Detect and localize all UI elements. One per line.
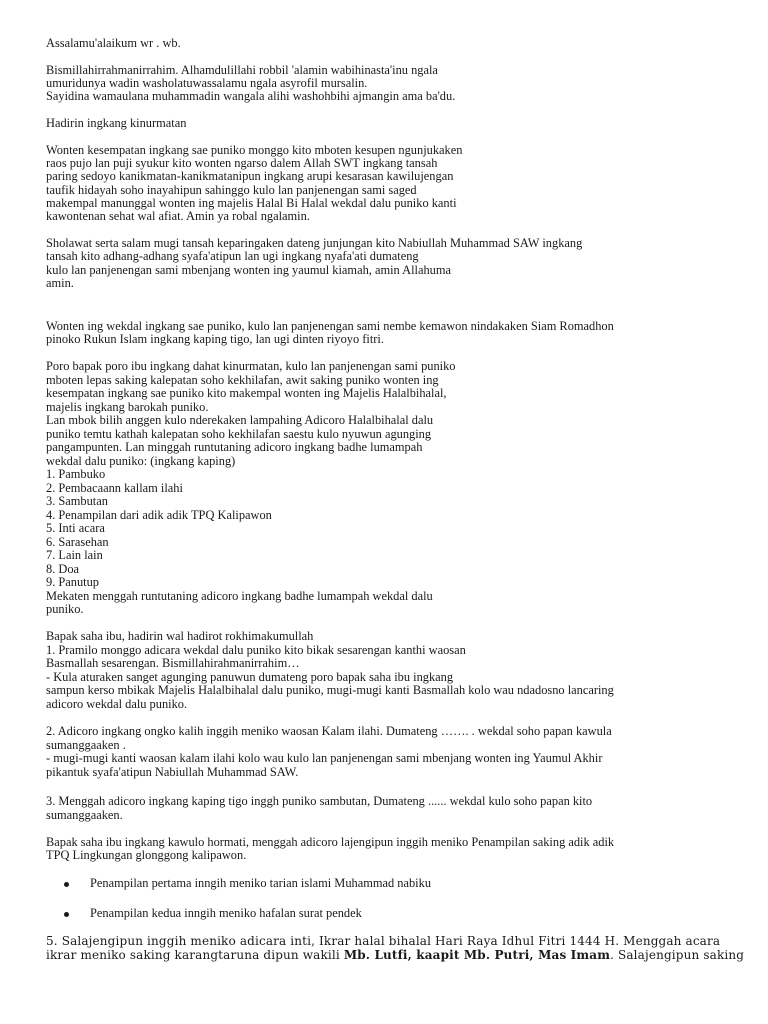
opening-section-line: 1. Pramilo monggo adicara wekdal dalu puniko kito bikak sesarengan kanthi waosan	[46, 643, 466, 657]
ramadhan-line: pinoko Rukun Islam ingkang kaping tigo, lan ugi dinten riyoyo fitri.	[46, 332, 384, 346]
sambutan-section-line: sumanggaaken.	[46, 808, 123, 822]
sambutan-section-line: 3. Menggah adicoro ingkang kaping tigo inggh puniko sambutan, Dumateng ...... wekdal kulo soho papan kito	[46, 794, 593, 808]
kalam-section-line: pikantuk syafa'atipun Nabiullah Muhammad SAW.	[46, 765, 299, 779]
address-line: Hadirin ingkang kinurmatan	[46, 116, 187, 130]
apology-line: kesempatan ingkang sae puniko kito makempal wonten ing Majelis Halalbihalal,	[46, 386, 447, 400]
agenda-item: 2. Pembacaann kallam ilahi	[46, 481, 183, 495]
apology-line: pangampunten. Lan minggah runtutaning adicoro ingkang badhe lumampah	[46, 440, 423, 454]
bullet-icon	[64, 882, 69, 887]
apology-line: Poro bapak poro ibu ingkang dahat kinurmatan, kulo lan panjenengan sami puniko	[46, 359, 456, 373]
agenda-item: 8. Doa	[46, 562, 80, 576]
inti-text-start: ikrar meniko saking karangtaruna dipun wakili	[46, 948, 344, 962]
opening-section-line: - Kula aturaken sanget agunging panuwun dumateng poro bapak saha ibu ingkang	[46, 670, 454, 684]
sholawat-line: amin.	[46, 276, 74, 290]
kalam-section-line: sumanggaaken .	[46, 738, 126, 752]
penampilan-section-line: Bapak saha ibu ingkang kawulo hormati, menggah adicoro lajengipun inggih meniko Penampilan saking adik adik	[46, 835, 615, 849]
agenda-item: 7. Lain lain	[46, 548, 103, 562]
opening-section-line: sampun kerso mbikak Majelis Halalbihalal dalu puniko, mugi-mugi kanti Basmallah kolo wau ndadosno lancaring	[46, 683, 614, 697]
agenda-closing-line: Mekaten menggah runtutaning adicoro ingkang badhe lumampah wekdal dalu	[46, 589, 433, 603]
sholawat-line: kulo lan panjenengan sami mbenjang wonten ing yaumul kiamah, amin Allahuma	[46, 263, 452, 277]
apology-line: Lan mbok bilih anggen kulo nderekaken lampahing Adicoro Halalbihalal dalu	[46, 413, 434, 427]
apology-line: mboten lepas saking kalepatan soho kekhilafan, awit saking puniko wonten ing	[46, 373, 439, 387]
gratitude-line: taufik hidayah soho inayahipun sahinggo kulo lan panjenengan sami saged	[46, 183, 417, 197]
opening-line: Bismillahirrahmanirrahim. Alhamdulillahi robbil 'alamin wabihinasta'inu ngala	[46, 63, 438, 77]
penampilan-section-line: TPQ Lingkungan glonggong kalipawon.	[46, 848, 247, 862]
kalam-section-line: - mugi-mugi kanti waosan kalam ilahi kolo wau kulo lan panjenengan sami mbenjang wonten ing Yaumul Akhir	[46, 751, 603, 765]
inti-text-end: . Salajengipun saking	[610, 948, 745, 962]
apology-line: majelis ingkang barokah puniko.	[46, 400, 209, 414]
gratitude-line: Wonten kesempatan ingkang sae puniko monggo kito mboten kesupen ngunjukaken	[46, 143, 463, 157]
inti-section-line: 5. Salajengipun inggih meniko adicara inti, Ikrar halal bihalal Hari Raya Idhul Fitri 1444 H. Menggah acara	[46, 934, 721, 948]
bullet-item: Penampilan pertama inngih meniko tarian islami Muhammad nabiku	[90, 876, 432, 890]
sholawat-line: Sholawat serta salam mugi tansah keparingaken dateng junjungan kito Nabiullah Muhammad SAW ingkang	[46, 236, 583, 250]
opening-line: Sayidina wamaulana muhammadin wangala alihi washohbihi ajmangin ama ba'du.	[46, 89, 456, 103]
agenda-closing-line: puniko.	[46, 602, 84, 616]
sholawat-line: tansah kito adhang-adhang syafa'atipun lan ugi ingkang nyafa'ati dumateng	[46, 249, 419, 263]
agenda-item: 5. Inti acara	[46, 521, 105, 535]
apology-line: wekdal dalu puniko: (ingkang kaping)	[46, 454, 236, 468]
opening-line: umuridunya wadin washolatuwassalamu ngala asyrofil mursalin.	[46, 76, 368, 90]
kalam-section-line: 2. Adicoro ingkang ongko kalih inggih meniko waosan Kalam ilahi. Dumateng ……. . wekdal soho papan kawula	[46, 724, 612, 738]
apology-line: puniko temtu kathah kalepatan soho kekhilafan saestu kulo nyuwun agunging	[46, 427, 432, 441]
opening-section-line: adicoro wekdal dalu puniko.	[46, 697, 188, 711]
agenda-item: 9. Panutup	[46, 575, 100, 589]
ramadhan-line: Wonten ing wekdal ingkang sae puniko, kulo lan panjenengan sami nembe kemawon nindakaken Siam Romadhon	[46, 319, 614, 333]
agenda-item: 1. Pambuko	[46, 467, 106, 481]
inti-section-line	[46, 949, 744, 962]
bullet-item: Penampilan kedua inngih meniko hafalan surat pendek	[90, 906, 362, 920]
gratitude-line: kawontenan sehat wal afiat. Amin ya robal ngalamin.	[46, 209, 310, 223]
opening-section-line: Basmallah sesarengan. Bismillahirahmanirrahim…	[46, 656, 300, 670]
agenda-item: 4. Penampilan dari adik adik TPQ Kalipawon	[46, 508, 272, 522]
opening-section-line: Bapak saha ibu, hadirin wal hadirot rokhimakumullah	[46, 629, 314, 643]
gratitude-line: raos pujo lan puji syukur kito wonten ngarso dalem Allah SWT ingkang tansah	[46, 156, 438, 170]
inti-text-names: Mb. Lutfi, kaapit Mb. Putri, Mas Imam	[343, 948, 611, 962]
agenda-item: 6. Sarasehan	[46, 535, 109, 549]
gratitude-line: paring sedoyo kanikmatan-kanikmatanipun ingkang arupi kesarasan kawilujengan	[46, 169, 454, 183]
bullet-icon	[64, 912, 69, 917]
agenda-item: 3. Sambutan	[46, 494, 108, 508]
greeting-line: Assalamu'alaikum wr . wb.	[46, 36, 181, 50]
gratitude-line: makempal manunggal wonten ing majelis Halal Bi Halal wekdal dalu puniko kanti	[46, 196, 457, 210]
